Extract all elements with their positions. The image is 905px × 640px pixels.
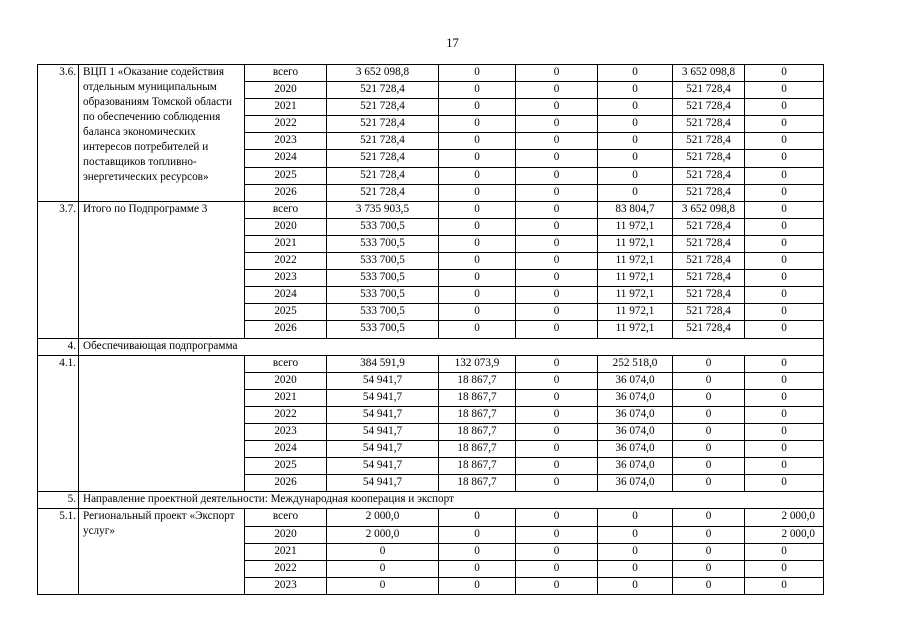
amount-cell: 54 941,7 [327, 441, 439, 458]
amount-cell: 0 [598, 116, 673, 133]
amount-cell: 18 867,7 [439, 441, 516, 458]
amount-cell: 0 [745, 99, 824, 116]
amount-cell: 0 [439, 65, 516, 82]
amount-cell: 0 [516, 167, 598, 184]
amount-cell: 2 000,0 [745, 526, 824, 543]
table-row [38, 65, 824, 82]
amount-cell: 0 [516, 82, 598, 99]
year-label: 2023 [245, 423, 327, 440]
amount-cell: 36 074,0 [598, 389, 673, 406]
amount-cell: 11 972,1 [598, 287, 673, 304]
amount-cell: 0 [673, 355, 745, 372]
amount-cell: 0 [439, 150, 516, 167]
year-label: 2025 [245, 458, 327, 475]
year-label: 2020 [245, 82, 327, 99]
amount-cell: 0 [745, 167, 824, 184]
amount-cell: 0 [673, 475, 745, 492]
amount-cell: 0 [745, 65, 824, 82]
section-title: Направление проектной деятельности: Международная кооперация и экспорт [79, 492, 824, 509]
amount-cell: 0 [516, 201, 598, 218]
budget-table [37, 64, 824, 595]
amount-cell: 521 728,4 [673, 218, 745, 235]
amount-cell: 521 728,4 [673, 184, 745, 201]
amount-cell: 0 [516, 509, 598, 526]
amount-cell: 0 [745, 560, 824, 577]
amount-cell: 36 074,0 [598, 458, 673, 475]
amount-cell: 0 [516, 133, 598, 150]
amount-cell: 0 [516, 389, 598, 406]
amount-cell: 11 972,1 [598, 270, 673, 287]
row-number: 3.7. [38, 201, 79, 338]
amount-cell: 0 [598, 99, 673, 116]
amount-cell: 0 [673, 389, 745, 406]
amount-cell: 0 [745, 372, 824, 389]
amount-cell: 0 [745, 304, 824, 321]
amount-cell: 0 [745, 235, 824, 252]
amount-cell: 36 074,0 [598, 441, 673, 458]
amount-cell: 54 941,7 [327, 372, 439, 389]
amount-cell: 2 000,0 [327, 526, 439, 543]
year-label: 2022 [245, 560, 327, 577]
amount-cell: 0 [516, 321, 598, 338]
amount-cell: 11 972,1 [598, 235, 673, 252]
amount-cell: 0 [327, 577, 439, 594]
year-label: 2023 [245, 270, 327, 287]
amount-cell: 0 [516, 577, 598, 594]
amount-cell: 54 941,7 [327, 458, 439, 475]
amount-cell: 533 700,5 [327, 270, 439, 287]
amount-cell: 0 [516, 372, 598, 389]
amount-cell: 0 [598, 526, 673, 543]
amount-cell: 0 [516, 65, 598, 82]
amount-cell: 521 728,4 [673, 150, 745, 167]
row-number: 5.1. [38, 509, 79, 594]
amount-cell: 0 [598, 150, 673, 167]
amount-cell: 0 [439, 509, 516, 526]
amount-cell: 533 700,5 [327, 304, 439, 321]
item-name [79, 355, 245, 492]
row-number: 3.6. [38, 65, 79, 202]
amount-cell: 0 [439, 287, 516, 304]
year-label: всего [245, 65, 327, 82]
amount-cell: 0 [673, 509, 745, 526]
year-label: 2026 [245, 321, 327, 338]
amount-cell: 0 [745, 287, 824, 304]
year-label: всего [245, 509, 327, 526]
amount-cell: 54 941,7 [327, 406, 439, 423]
amount-cell: 0 [439, 235, 516, 252]
item-name: ВЦП 1 «Оказание содействия отдельным муниципальным образованиям Томской области по обеспечению соблюдения баланса экономических интересов потребителей и поставщиков топливно-энергетических ресурсов» [79, 65, 245, 202]
amount-cell: 521 728,4 [673, 99, 745, 116]
row-number: 5. [38, 492, 79, 509]
year-label: всего [245, 201, 327, 218]
amount-cell: 3 652 098,8 [673, 201, 745, 218]
amount-cell: 0 [439, 253, 516, 270]
amount-cell: 0 [745, 218, 824, 235]
year-label: 2022 [245, 253, 327, 270]
amount-cell: 54 941,7 [327, 423, 439, 440]
amount-cell: 11 972,1 [598, 321, 673, 338]
amount-cell: 0 [439, 82, 516, 99]
amount-cell: 0 [516, 475, 598, 492]
amount-cell: 0 [516, 218, 598, 235]
amount-cell: 0 [598, 577, 673, 594]
amount-cell: 18 867,7 [439, 423, 516, 440]
section-title: Обеспечивающая подпрограмма [79, 338, 824, 355]
amount-cell: 18 867,7 [439, 389, 516, 406]
year-label: 2025 [245, 304, 327, 321]
amount-cell: 0 [439, 116, 516, 133]
amount-cell: 0 [673, 526, 745, 543]
amount-cell: 0 [516, 543, 598, 560]
amount-cell: 0 [745, 543, 824, 560]
amount-cell: 0 [327, 560, 439, 577]
amount-cell: 521 728,4 [327, 150, 439, 167]
amount-cell: 36 074,0 [598, 372, 673, 389]
year-label: 2024 [245, 150, 327, 167]
table-row [38, 201, 824, 218]
amount-cell: 521 728,4 [327, 116, 439, 133]
amount-cell: 18 867,7 [439, 406, 516, 423]
amount-cell: 384 591,9 [327, 355, 439, 372]
year-label: 2026 [245, 475, 327, 492]
year-label: всего [245, 355, 327, 372]
year-label: 2022 [245, 116, 327, 133]
amount-cell: 0 [745, 458, 824, 475]
amount-cell: 0 [516, 150, 598, 167]
amount-cell: 0 [745, 389, 824, 406]
amount-cell: 0 [439, 321, 516, 338]
amount-cell: 0 [745, 116, 824, 133]
amount-cell: 0 [745, 406, 824, 423]
amount-cell: 0 [516, 287, 598, 304]
amount-cell: 0 [745, 475, 824, 492]
amount-cell: 0 [439, 218, 516, 235]
amount-cell: 0 [745, 270, 824, 287]
amount-cell: 521 728,4 [673, 167, 745, 184]
amount-cell: 521 728,4 [673, 287, 745, 304]
amount-cell: 0 [516, 253, 598, 270]
amount-cell: 0 [327, 543, 439, 560]
amount-cell: 36 074,0 [598, 475, 673, 492]
amount-cell: 521 728,4 [327, 99, 439, 116]
amount-cell: 533 700,5 [327, 321, 439, 338]
amount-cell: 0 [516, 458, 598, 475]
amount-cell: 0 [598, 82, 673, 99]
amount-cell: 0 [439, 99, 516, 116]
item-name: Итого по Подпрограмме 3 [79, 201, 245, 338]
amount-cell: 0 [598, 184, 673, 201]
amount-cell: 2 000,0 [745, 509, 824, 526]
amount-cell: 0 [598, 543, 673, 560]
amount-cell: 521 728,4 [327, 167, 439, 184]
amount-cell: 0 [745, 423, 824, 440]
amount-cell: 0 [745, 82, 824, 99]
amount-cell: 521 728,4 [327, 82, 439, 99]
year-label: 2021 [245, 99, 327, 116]
amount-cell: 11 972,1 [598, 304, 673, 321]
amount-cell: 0 [745, 253, 824, 270]
amount-cell: 0 [516, 99, 598, 116]
amount-cell: 533 700,5 [327, 253, 439, 270]
amount-cell: 0 [673, 406, 745, 423]
section-row [38, 492, 824, 509]
amount-cell: 0 [745, 201, 824, 218]
amount-cell: 54 941,7 [327, 389, 439, 406]
amount-cell: 521 728,4 [673, 321, 745, 338]
amount-cell: 521 728,4 [673, 133, 745, 150]
amount-cell: 0 [598, 509, 673, 526]
amount-cell: 18 867,7 [439, 372, 516, 389]
amount-cell: 3 652 098,8 [327, 65, 439, 82]
year-label: 2020 [245, 372, 327, 389]
amount-cell: 0 [516, 304, 598, 321]
year-label: 2026 [245, 184, 327, 201]
page-number: 17 [446, 36, 459, 50]
amount-cell: 521 728,4 [673, 270, 745, 287]
amount-cell: 83 804,7 [598, 201, 673, 218]
amount-cell: 11 972,1 [598, 218, 673, 235]
amount-cell: 0 [598, 133, 673, 150]
amount-cell: 0 [673, 423, 745, 440]
table-row [38, 509, 824, 526]
amount-cell: 0 [516, 116, 598, 133]
amount-cell: 521 728,4 [673, 304, 745, 321]
amount-cell: 18 867,7 [439, 458, 516, 475]
amount-cell: 521 728,4 [673, 235, 745, 252]
amount-cell: 0 [673, 372, 745, 389]
section-row [38, 338, 824, 355]
amount-cell: 0 [439, 304, 516, 321]
year-label: 2021 [245, 543, 327, 560]
amount-cell: 0 [439, 526, 516, 543]
year-label: 2022 [245, 406, 327, 423]
amount-cell: 3 652 098,8 [673, 65, 745, 82]
amount-cell: 0 [598, 65, 673, 82]
amount-cell: 0 [673, 577, 745, 594]
amount-cell: 521 728,4 [327, 184, 439, 201]
amount-cell: 0 [673, 543, 745, 560]
amount-cell: 0 [516, 406, 598, 423]
year-label: 2020 [245, 218, 327, 235]
amount-cell: 0 [439, 133, 516, 150]
amount-cell: 0 [745, 577, 824, 594]
amount-cell: 0 [516, 235, 598, 252]
amount-cell: 2 000,0 [327, 509, 439, 526]
amount-cell: 533 700,5 [327, 218, 439, 235]
amount-cell: 0 [745, 133, 824, 150]
amount-cell: 533 700,5 [327, 287, 439, 304]
amount-cell: 0 [516, 184, 598, 201]
amount-cell: 11 972,1 [598, 253, 673, 270]
amount-cell: 36 074,0 [598, 423, 673, 440]
year-label: 2023 [245, 133, 327, 150]
amount-cell: 0 [745, 355, 824, 372]
amount-cell: 0 [745, 184, 824, 201]
amount-cell: 521 728,4 [327, 133, 439, 150]
amount-cell: 0 [516, 560, 598, 577]
year-label: 2023 [245, 577, 327, 594]
amount-cell: 0 [745, 441, 824, 458]
amount-cell: 0 [673, 560, 745, 577]
amount-cell: 521 728,4 [673, 116, 745, 133]
amount-cell: 0 [516, 355, 598, 372]
year-label: 2024 [245, 287, 327, 304]
amount-cell: 0 [516, 423, 598, 440]
amount-cell: 521 728,4 [673, 82, 745, 99]
amount-cell: 0 [673, 458, 745, 475]
item-name: Региональный проект «Экспорт услуг» [79, 509, 245, 594]
amount-cell: 132 073,9 [439, 355, 516, 372]
year-label: 2021 [245, 389, 327, 406]
amount-cell: 0 [516, 441, 598, 458]
amount-cell: 36 074,0 [598, 406, 673, 423]
amount-cell: 0 [439, 184, 516, 201]
amount-cell: 0 [439, 167, 516, 184]
year-label: 2020 [245, 526, 327, 543]
amount-cell: 521 728,4 [673, 253, 745, 270]
amount-cell: 0 [598, 560, 673, 577]
year-label: 2024 [245, 441, 327, 458]
amount-cell: 3 735 903,5 [327, 201, 439, 218]
amount-cell: 0 [745, 321, 824, 338]
amount-cell: 0 [439, 543, 516, 560]
amount-cell: 0 [439, 201, 516, 218]
row-number: 4.1. [38, 355, 79, 492]
table-row [38, 355, 824, 372]
amount-cell: 18 867,7 [439, 475, 516, 492]
amount-cell: 0 [745, 150, 824, 167]
amount-cell: 0 [439, 560, 516, 577]
amount-cell: 0 [673, 441, 745, 458]
amount-cell: 0 [516, 526, 598, 543]
row-number: 4. [38, 338, 79, 355]
year-label: 2025 [245, 167, 327, 184]
year-label: 2021 [245, 235, 327, 252]
amount-cell: 0 [516, 270, 598, 287]
amount-cell: 533 700,5 [327, 235, 439, 252]
amount-cell: 252 518,0 [598, 355, 673, 372]
amount-cell: 0 [598, 167, 673, 184]
amount-cell: 0 [439, 577, 516, 594]
amount-cell: 0 [439, 270, 516, 287]
amount-cell: 54 941,7 [327, 475, 439, 492]
